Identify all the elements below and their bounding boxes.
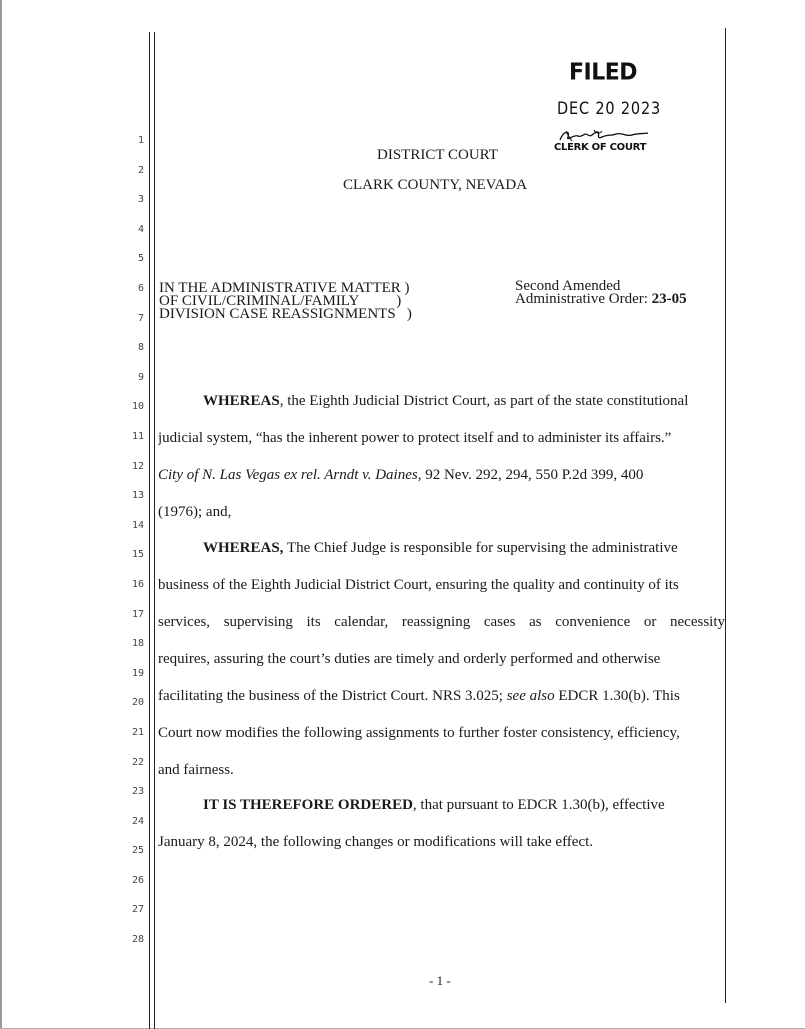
- body-line: January 8, 2024, the following changes or modifications will take effect.: [158, 834, 594, 850]
- order-label: Administrative Order:: [515, 291, 652, 307]
- margin-rule-outer: [149, 32, 150, 1029]
- line-number: 8: [137, 342, 144, 353]
- line-number: 1: [137, 135, 144, 146]
- line-number: 16: [131, 579, 144, 590]
- line-number: 13: [131, 490, 144, 501]
- body-line: Court now modifies the following assignments to further foster consistency, efficiency,: [158, 725, 680, 741]
- line-number: 23: [131, 786, 144, 797]
- body-text: facilitating the business of the District Court. NRS 3.025;: [158, 688, 507, 704]
- body-text: EDCR 1.30(b). This: [554, 688, 680, 704]
- body-text: , 92 Nev. 292, 294, 550 P.2d 399, 400: [417, 467, 644, 483]
- case-caption: [159, 282, 412, 321]
- line-number: 22: [131, 757, 144, 768]
- body-line: [203, 540, 725, 557]
- body-line: [158, 688, 725, 705]
- body-line: [158, 467, 725, 484]
- line-number: 21: [131, 727, 144, 738]
- line-number: 15: [131, 549, 144, 560]
- body-line: judicial system, “has the inherent power to protect itself and to administer its affairs.”: [158, 430, 672, 446]
- line-number: 24: [131, 816, 144, 827]
- whereas-lead: WHEREAS,: [203, 540, 284, 556]
- line-number: 9: [137, 372, 144, 383]
- order-title-line: Second Amended: [515, 278, 621, 294]
- line-number: 11: [131, 431, 144, 442]
- order-number: 23-05: [651, 291, 687, 307]
- line-number: 19: [131, 668, 144, 679]
- ordered-lead: IT IS THEREFORE ORDERED: [203, 797, 413, 813]
- body-line: requires, assuring the court’s duties are timely and orderly performed and otherwise: [158, 651, 661, 667]
- line-number: 20: [131, 697, 144, 708]
- line-number: 2: [137, 165, 144, 176]
- body-line: services, supervising its calendar, reassigning cases as convenience or necessity: [158, 614, 725, 630]
- line-number: 4: [137, 224, 144, 235]
- body-text: The Chief Judge is responsible for supervising the administrative: [283, 540, 678, 556]
- margin-rule-right: [725, 28, 726, 1003]
- order-title-line: [515, 293, 687, 306]
- line-number: 26: [131, 875, 144, 886]
- see-also: see also: [506, 688, 555, 704]
- filed-date: DEC 20 2023: [557, 99, 662, 119]
- body-text: , the Eighth Judicial District Court, as part of the state constitutional: [279, 393, 689, 409]
- body-line: [203, 393, 725, 410]
- county-name: CLARK COUNTY, NEVADA: [343, 177, 528, 193]
- line-number: 10: [131, 401, 144, 412]
- clerk-label: CLERK OF COURT: [554, 142, 647, 153]
- case-citation: City of N. Las Vegas ex rel. Arndt v. Daines: [158, 467, 418, 483]
- line-number: 17: [131, 609, 144, 620]
- caption-line: IN THE ADMINISTRATIVE MATTER ): [159, 280, 410, 296]
- page-number: - 1 -: [429, 973, 451, 988]
- line-number: 18: [131, 638, 144, 649]
- body-line: [203, 797, 725, 814]
- line-number: 14: [131, 520, 144, 531]
- order-title: [515, 280, 687, 306]
- caption-line: OF CIVIL/CRIMINAL/FAMILY ): [159, 293, 402, 309]
- line-number: 3: [137, 194, 144, 205]
- page-edge: [0, 0, 2, 1029]
- body-line: business of the Eighth Judicial District Court, ensuring the quality and continuity of its: [158, 577, 679, 593]
- line-number: 25: [131, 845, 144, 856]
- filed-label: FILED: [569, 59, 638, 86]
- line-number: 12: [131, 461, 144, 472]
- whereas-lead: WHEREAS: [203, 393, 280, 409]
- line-number: 5: [137, 253, 144, 264]
- court-name: DISTRICT COURT: [377, 147, 498, 163]
- margin-rule-inner: [154, 32, 155, 1029]
- line-number: 27: [131, 904, 144, 915]
- caption-line: DIVISION CASE REASSIGNMENTS ): [159, 306, 412, 322]
- line-number: 6: [137, 283, 144, 294]
- body-line: (1976); and,: [158, 504, 232, 520]
- line-number: 7: [137, 313, 144, 324]
- body-text: , that pursuant to EDCR 1.30(b), effective: [412, 797, 665, 813]
- line-number: 28: [131, 934, 144, 945]
- body-line: and fairness.: [158, 762, 234, 778]
